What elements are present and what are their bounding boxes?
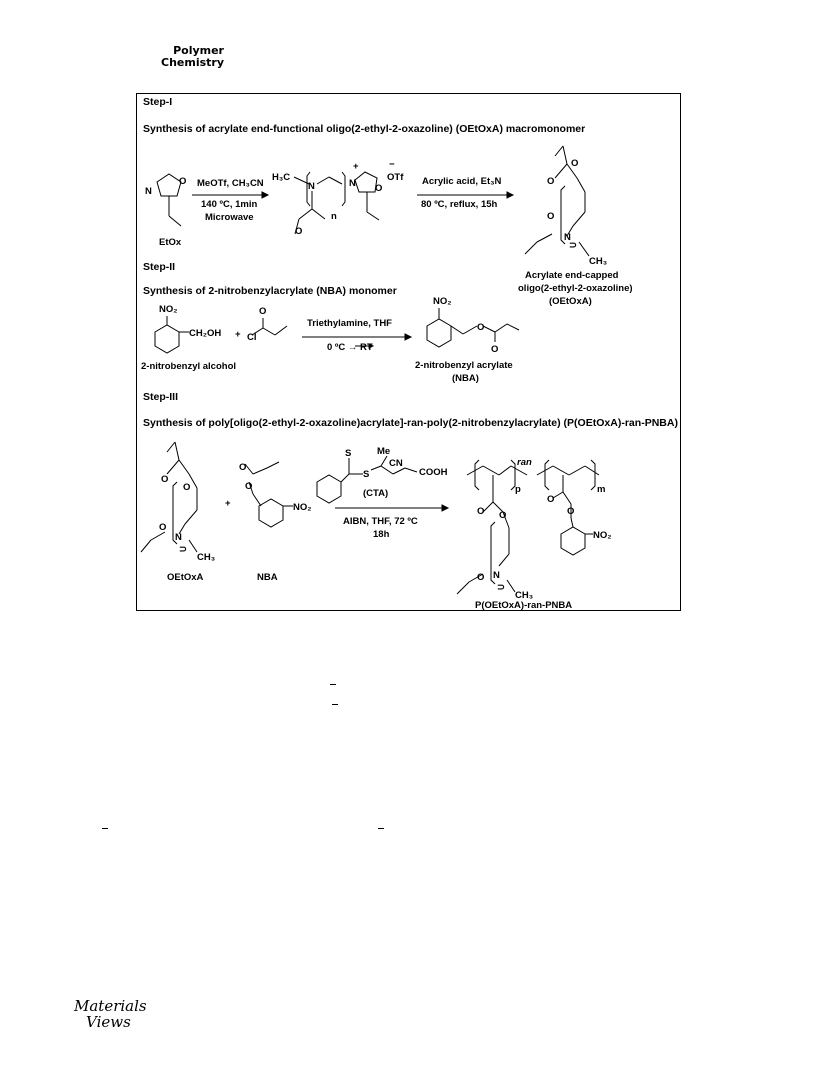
counterion-otf: OTf (387, 172, 404, 183)
atom-s: S (363, 469, 370, 480)
condition-microwave: Microwave (205, 212, 254, 223)
step1-label: Step-I (143, 96, 173, 108)
atom-o: O (567, 506, 575, 517)
reactant-oetoxa: OEtOxA (167, 572, 204, 583)
intermediate-h3c: H₃C (272, 172, 291, 183)
product-nba-line1: 2-nitrobenzyl acrylate (415, 360, 513, 371)
repeat-n-symbol: ⊃ (569, 240, 577, 251)
journal-title-line2: Chemistry (161, 56, 224, 69)
condition-0c-rt: 0 ºC → RT (327, 342, 373, 353)
atom-o: O (547, 494, 555, 505)
atom-o: O (159, 522, 167, 533)
atom-o: O (477, 506, 485, 517)
atom-cl: Cl (247, 332, 257, 343)
journal-title (158, 45, 224, 69)
atom-o: O (295, 226, 303, 237)
no2-group: NO₂ (433, 296, 452, 307)
condition-140c: 140 ºC, 1min (201, 199, 258, 210)
cta-cn: CN (389, 458, 403, 469)
ch2oh-group: CH₂OH (189, 328, 222, 339)
atom-o: O (547, 211, 555, 222)
atom-o: O (183, 482, 191, 493)
atom-o: O (477, 322, 485, 333)
atom-n: N (175, 532, 182, 543)
condition-18h: 18h (373, 529, 390, 540)
atom-o: O (245, 481, 253, 492)
atom-o: O (547, 176, 555, 187)
minus-mark (102, 828, 108, 829)
no2-group: NO₂ (159, 304, 178, 315)
publisher-logo-line2: Views (86, 1013, 131, 1031)
publisher-logo-line1: Materials (74, 997, 147, 1015)
atom-n: N (145, 186, 152, 197)
atom-n: N (493, 570, 500, 581)
minus-charge: − (389, 159, 395, 170)
no2-group: NO₂ (293, 502, 312, 513)
atom-n: N (564, 232, 571, 243)
condition-acrylic-acid: Acrylic acid, Et₃N (422, 176, 502, 187)
atom-o: O (375, 183, 383, 194)
atom-o: O (491, 344, 499, 355)
atom-o: O (161, 474, 169, 485)
atom-o: O (239, 462, 247, 473)
condition-meotf: MeOTf, CH₃CN (197, 178, 264, 189)
journal-title-line1: Polymer (173, 44, 224, 57)
methyl-group: CH₃ (197, 552, 216, 563)
condition-aibn: AIBN, THF, 72 ºC (343, 516, 418, 527)
atom-o: O (571, 158, 579, 169)
methyl-group: CH₃ (589, 256, 608, 267)
plus-sign: + (235, 329, 241, 340)
repeat-n-symbol: ⊃ (179, 544, 187, 555)
plus-charge: + (353, 161, 359, 172)
reaction-scheme (136, 93, 681, 611)
atom-o: O (477, 572, 485, 583)
step2-label: Step-II (143, 261, 176, 273)
cta-cooh: COOH (419, 467, 448, 478)
reaction-scheme-drawing (137, 94, 682, 612)
minus-mark (330, 684, 336, 685)
reactant-nba: NBA (257, 572, 278, 583)
minus-mark (332, 704, 338, 705)
subscript-m: m (597, 484, 606, 495)
atom-n: N (349, 178, 356, 189)
step1-title: Synthesis of acrylate end-functional oligo(2-ethyl-2-oxazoline) (OEtOxA) macromonomer (143, 123, 586, 135)
step3-label: Step-III (143, 391, 179, 403)
plus-sign: + (225, 498, 231, 509)
product-polymer: P(OEtOxA)-ran-PNBA (475, 600, 573, 611)
methyl-group: CH₃ (515, 590, 534, 601)
atom-o: O (259, 306, 267, 317)
step2-title: Synthesis of 2-nitrobenzylacrylate (NBA) monomer (143, 285, 397, 297)
atom-s: S (345, 448, 352, 459)
cta-label: (CTA) (363, 488, 389, 499)
product-oetoxa-line3: (OEtOxA) (549, 296, 592, 307)
condition-80c: 80 ºC, reflux, 15h (421, 199, 498, 210)
product-oetoxa-line1: Acrylate end-capped (525, 270, 619, 281)
reactant-etox: EtOx (159, 237, 182, 248)
step3-title: Synthesis of poly[oligo(2-ethyl-2-oxazoline)acrylate]-ran-poly(2-nitrobenzylacrylate) (P(OEtOxA)-ran-PNBA) (143, 417, 678, 429)
condition-triethylamine: Triethylamine, THF (307, 318, 392, 329)
repeat-n: n (331, 211, 337, 222)
publisher-logo (74, 993, 147, 1033)
subscript-p: p (515, 484, 521, 495)
cta-methyl: Me (377, 446, 391, 457)
ran-label: ran (517, 457, 532, 468)
atom-o: O (499, 510, 507, 521)
product-oetoxa-line2: oligo(2-ethyl-2-oxazoline) (518, 283, 633, 294)
minus-mark (378, 828, 384, 829)
reactant-nitrobenzyl-alcohol: 2-nitrobenzyl alcohol (141, 361, 237, 372)
product-nba-line2: (NBA) (452, 373, 479, 384)
atom-o: O (179, 176, 187, 187)
no2-group: NO₂ (593, 530, 612, 541)
atom-n: N (308, 181, 315, 192)
repeat-n-symbol: ⊃ (497, 582, 505, 593)
